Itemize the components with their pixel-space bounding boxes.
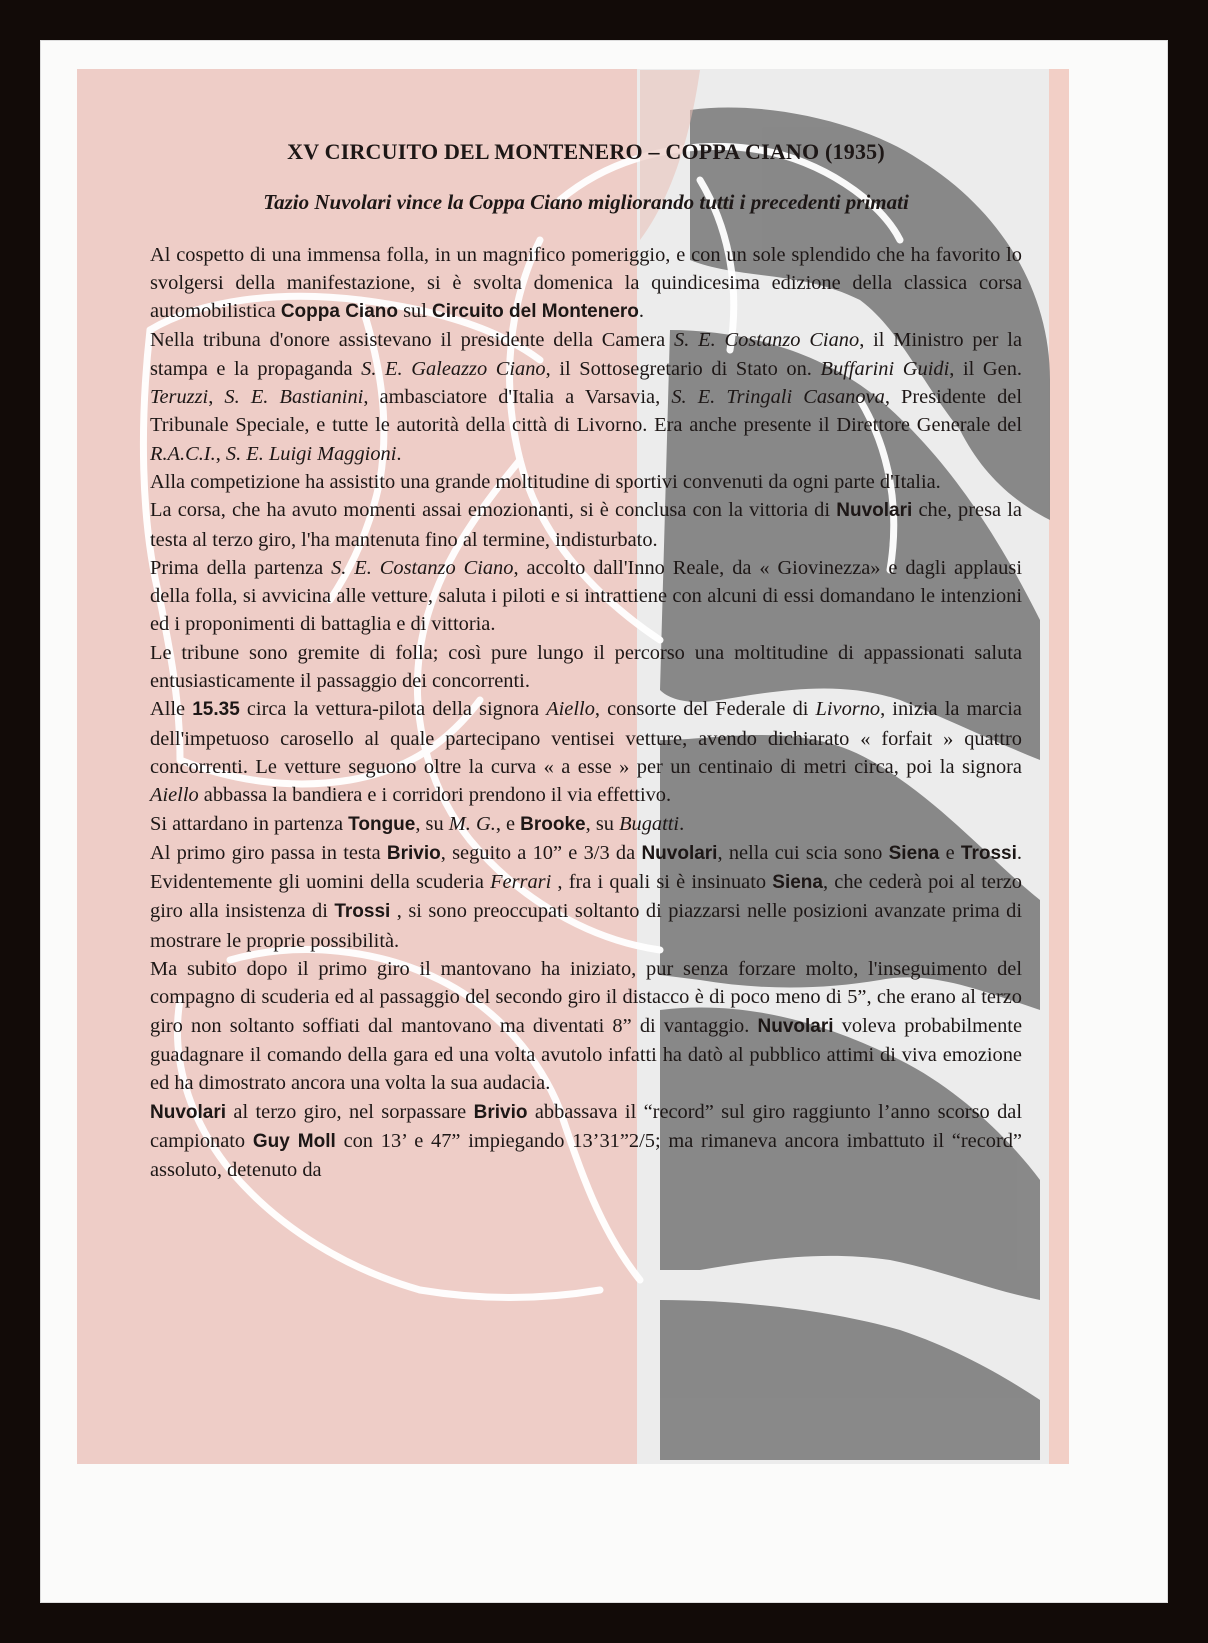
bold-run: Brivio — [386, 842, 441, 864]
text-run: Ma subito dopo il primo giro il mantovano ha iniziato, pur senza forzare molto, l'inseguimento del compagno di scuderia ed al passaggio del secondo giro il distacco è di poco meno di 5”, che erano al terzo giro non soltanto soffiati dal mantovano ma diventati 8” di vantaggio. — [150, 958, 1022, 1037]
paragraph — [150, 639, 1022, 696]
text-run: . — [638, 300, 645, 323]
article-text — [150, 241, 1022, 1185]
paragraph — [150, 326, 1022, 467]
text-run: Al primo giro passa in testa — [150, 841, 387, 864]
text-run: , nella cui scia sono — [717, 841, 889, 864]
text-run: circa la vettura-pilota della signora — [239, 698, 547, 721]
italic-run: S. E. Costanzo Ciano — [674, 329, 860, 352]
bold-run: Nuvolari — [150, 1101, 227, 1123]
text-run: e — [939, 841, 961, 864]
paragraph — [150, 468, 1022, 496]
document-title: XV CIRCUITO DEL MONTENERO – COPPA CIANO (1935) — [287, 139, 885, 164]
italic-run: S. E. Tringali Casanova — [671, 386, 885, 409]
bold-run: Guy Moll — [252, 1130, 336, 1152]
paragraph — [150, 1098, 1022, 1185]
text-run: La corsa, che ha avuto momenti assai emozionanti, si è conclusa con la vittoria di — [150, 499, 837, 522]
text-run: , consorte del Federale di — [594, 698, 816, 721]
italic-run: Aiello — [150, 784, 199, 807]
text-run: . — [679, 812, 685, 835]
text-run: . Evidentemente gli uomini della scuderia — [150, 841, 1022, 894]
text-run: , inizia la marcia dell'impetuoso carosello al quale partecipano ventisei vetture, avendo dichiarato « forfait » quattro concorrenti. Le vetture seguono oltre la curva « a esse » per un centinaio di metri circa, poi la signora — [150, 698, 1022, 778]
text-run: sul — [398, 300, 432, 323]
text-run: . — [396, 442, 402, 465]
text-run: Al cospetto di una immensa folla, in un magnifico pomeriggio, e con un sole splendido che ha favorito lo svolgersi della manifestazione, si è svolta domenica la quindicesima edizione della classica corsa automobilistica — [150, 243, 1022, 323]
text-run: che, presa la testa al terzo giro, l'ha mantenuta fino al termine, indisturbato. — [150, 499, 1022, 551]
text-run: , si sono preoccupati soltanto di piazzarsi nelle posizioni avanzate prima di mostrare le proprie possibilità. — [150, 900, 1023, 952]
text-run: , fra i quali si è insinuato — [551, 871, 773, 894]
paragraph — [150, 955, 1022, 1097]
bold-run: 15.35 — [192, 699, 240, 721]
paragraph — [150, 695, 1022, 809]
text-run: abbassava il “record” sul giro raggiunto l’anno scorso dal campionato — [150, 1100, 1022, 1152]
text-run: Alle — [150, 698, 193, 721]
bold-run: Circuito del Montenero — [432, 301, 639, 323]
bold-run: Trossi — [960, 842, 1017, 864]
bold-run: Trossi — [334, 901, 391, 923]
italic-run: Livorno — [815, 698, 881, 721]
bold-run: Brooke — [520, 813, 586, 835]
text-run: , ambasciatore d'Italia a Varsavia, — [363, 386, 672, 409]
bold-run: Tongue — [348, 813, 416, 835]
text-run: , su — [415, 812, 449, 835]
italic-run: Buffarini Guidi — [820, 357, 950, 380]
paragraph — [150, 241, 1022, 327]
bold-run: Nuvolari — [836, 500, 913, 522]
text-run: , — [215, 442, 226, 465]
document-subtitle: Tazio Nuvolari vince la Coppa Ciano migliorando tutti i precedenti primati — [263, 190, 909, 215]
italic-run: Teruzzi — [150, 386, 209, 409]
text-run: , il Sottosegretario di Stato on. — [545, 357, 821, 380]
text-run: , che cederà poi al terzo giro alla insistenza di — [150, 871, 1022, 923]
text-run: , su — [585, 812, 620, 835]
bold-run: Siena — [772, 872, 823, 894]
text-run: voleva probabilmente guadagnare il comando della gara ed una volta avutolo infatti ha datò al pubblico attimi di viva emozione ed ha dimostrato ancora una volta la sua audacia. — [150, 1014, 1022, 1095]
text-run: , accolto dall'Inno Reale, da « Giovinezza» e dagli applausi della folla, si avvicina alle vetture, saluta i piloti e si intrattiene con alcuni di essi domandano le intenzioni ed i proponimenti di battaglia e di vittoria. — [150, 556, 1022, 636]
text-run: abbassa la bandiera e i corridori prendono il via effettivo. — [198, 784, 672, 807]
bold-run: Siena — [888, 842, 940, 864]
paragraph — [150, 810, 1022, 839]
bold-run: Nuvolari — [757, 1015, 834, 1037]
paragraph — [150, 496, 1022, 554]
document-body — [150, 138, 1022, 1184]
bold-run: Nuvolari — [641, 842, 718, 864]
text-run: , — [208, 386, 225, 409]
italic-run: S. E. Costanzo Ciano — [331, 556, 514, 579]
text-run: , il Ministro per la stampa e la propaganda — [150, 329, 1022, 380]
text-run: con 13’ e 47” impiegando 13’31”2/5; ma rimaneva ancora imbattuto il “record” assoluto, detenuto da — [150, 1129, 1022, 1182]
text-run: , seguito a 10” e 3/3 da — [440, 841, 642, 864]
italic-run: Aiello — [546, 698, 595, 721]
bold-run: Coppa Ciano — [280, 301, 398, 323]
italic-run: M. G. — [448, 812, 496, 835]
text-run: Si attardano in partenza — [150, 812, 349, 835]
italic-run: R.A.C.I. — [150, 442, 216, 465]
italic-run: S. E. Bastianini — [224, 386, 364, 409]
bold-run: Brivio — [473, 1101, 528, 1123]
text-run: Le tribune sono gremite di folla; così pure lungo il percorso una moltitudine di appassionati saluta entusiasticamente il passaggio dei concorrenti. — [150, 641, 1022, 693]
italic-run: Bugatti — [619, 812, 680, 835]
italic-run: Ferrari — [490, 871, 552, 894]
text-run: Nella tribuna d'onore assistevano il presidente della Camera — [150, 329, 675, 352]
italic-run: S. E. Luigi Maggioni — [225, 442, 397, 465]
italic-run: S. E. Galeazzo Ciano — [361, 357, 546, 380]
text-run: Alla competizione ha assistito una grande moltitudine di sportivi convenuti da ogni parte d'Italia. — [150, 470, 941, 493]
text-run: , Presidente del Tribunale Speciale, e tutte le autorità della città di Livorno. Era anche presente il Direttore Generale del — [150, 386, 1022, 437]
text-run: , e — [495, 812, 521, 835]
text-run: al terzo giro, nel sorpassare — [226, 1100, 474, 1123]
paragraph — [150, 554, 1022, 639]
text-run: , il Gen. — [949, 357, 1022, 380]
paragraph — [150, 839, 1022, 955]
text-run: Prima della partenza — [150, 556, 332, 579]
